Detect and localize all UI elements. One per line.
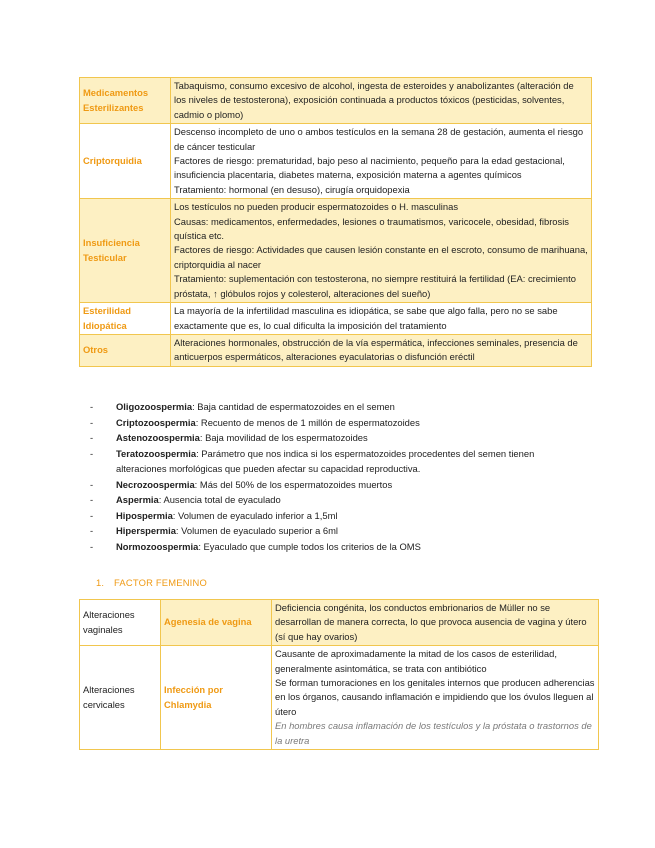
term-definition: Volumen de eyaculado superior a 6ml: [181, 525, 339, 536]
section-title: FACTOR FEMENINO: [114, 577, 207, 588]
list-item: - Hiperspermia: Volumen de eyaculado superior a 6ml: [90, 523, 560, 539]
term: Normozoospermia: [116, 540, 199, 552]
row-label: Medicamentos Esterilizantes: [80, 78, 171, 124]
row-description: Tabaquismo, consumo excesivo de alcohol, ingesta de esteroides y anabolizantes (alteración de los niveles de testosterona), exposición continuada a productos tóxicos (pesticidas, solventes, cadmio o plomo): [171, 78, 592, 124]
list-item: - Hipospermia: Volumen de eyaculado inferior a 1,5ml: [90, 508, 560, 524]
term-definition: Más del 50% de los espermatozoides muertos: [199, 478, 393, 490]
row-label: Infección por Chlamydia: [161, 646, 272, 750]
row-description: Causante de aproximadamente la mitad de los casos de esterilidad, generalmente asintomática, se trata con antibiótico Se forman tumoraciones en los genitales internos que producen adherencias en los órganos, causando inflamación e impidiendo que los óvulos lleguen al útero En hombres causa inflamación de los testículos y la próstata o trastornos de la uretra: [272, 646, 599, 750]
row-description: La mayoría de la infertilidad masculina es idiopática, se sabe que algo falla, pero no se sabe exactamente que es, lo cual dificulta la imposición del tratamiento: [171, 303, 592, 335]
row-label: Criptorquidia: [80, 124, 171, 199]
male-factors-table: [79, 77, 592, 367]
bullet-dash: -: [90, 540, 94, 552]
table-row: [80, 334, 592, 366]
note-text: En hombres causa inflamación de los testículos y la próstata o trastornos de la uretra: [275, 720, 592, 746]
term: Aspermia: [116, 494, 159, 505]
list-item: - Normozoospermia: Eyaculado que cumple todos los criterios de la OMS: [90, 539, 560, 555]
section-number: 1.: [96, 577, 105, 588]
term-definition: Parámetro que nos indica si los espermatozoides procedentes del semen tienen alteraciones morfológicas que pueden afectar su capacidad reproductiva.: [116, 447, 535, 474]
bullet-dash: -: [90, 432, 94, 443]
list-item: - Necrozoospermia: Más del 50% de los espermatozoides muertos: [90, 477, 560, 493]
bullet-dash: -: [90, 447, 94, 459]
term: Astenozoospermia: [116, 432, 200, 443]
row-label: Agenesia de vagina: [161, 600, 272, 646]
row-category: Alteraciones vaginales: [80, 600, 161, 646]
female-factors-table: [79, 599, 599, 750]
table-row: [80, 78, 592, 124]
table-row: [80, 600, 599, 646]
bullet-dash: -: [90, 416, 94, 428]
row-description: Deficiencia congénita, los conductos embrionarios de Müller no se desarrollan de manera correcta, lo que provoca ausencia de vagina y útero (sí que hay ovarios): [272, 600, 599, 646]
row-category: Alteraciones cervicales: [80, 646, 161, 750]
row-label: Otros: [80, 334, 171, 366]
section-heading: [96, 577, 207, 588]
term-definition: Eyaculado que cumple todos los criterios de la OMS: [203, 540, 421, 552]
row-description: Alteraciones hormonales, obstrucción de la vía espermática, infecciones seminales, presencia de anticuerpos espermáticos, alteraciones eyaculatorias o disfunción eréctil: [171, 334, 592, 366]
term: Necrozoospermia: [116, 478, 195, 490]
table-row: [80, 646, 599, 750]
term-definition: Baja cantidad de espermatozoides en el semen: [197, 401, 395, 412]
row-label: Insuficiencia Testicular: [80, 199, 171, 303]
list-item: - Teratozoospermia: Parámetro que nos indica si los espermatozoides procedentes del semen tienen alteraciones morfológicas que pueden afectar su capacidad reproductiva.: [90, 447, 535, 474]
bullet-dash: -: [90, 509, 94, 521]
term-definition: Volumen de eyaculado inferior a 1,5ml: [178, 509, 338, 521]
term-definition: Baja movilidad de los espermatozoides: [205, 432, 368, 443]
table-row: [80, 303, 592, 335]
table-row: [80, 124, 592, 199]
terms-list: [90, 399, 560, 554]
bullet-dash: -: [90, 401, 94, 412]
term-definition: Recuento de menos de 1 millón de espermatozoides: [200, 416, 420, 428]
table-row: [80, 199, 592, 303]
row-label: Esterilidad Idiopática: [80, 303, 171, 335]
term: Hipospermia: [116, 509, 173, 521]
list-item: - Criptozoospermia: Recuento de menos de 1 millón de espermatozoides: [90, 415, 560, 431]
term: Oligozoospermia: [116, 401, 193, 412]
term: Criptozoospermia: [116, 416, 196, 428]
term-definition: Ausencia total de eyaculado: [163, 494, 281, 505]
list-item: - Aspermia: Ausencia total de eyaculado: [90, 492, 560, 508]
bullet-dash: -: [90, 478, 94, 490]
list-item: - Astenozoospermia: Baja movilidad de los espermatozoides: [90, 430, 560, 446]
bullet-dash: -: [90, 494, 94, 505]
term: Hiperspermia: [116, 525, 176, 536]
bullet-dash: -: [90, 525, 94, 536]
list-item: - Oligozoospermia: Baja cantidad de espermatozoides en el semen: [90, 399, 560, 415]
row-description: Los testículos no pueden producir espermatozoides o H. masculinas Causas: medicamentos, enfermedades, lesiones o traumatismos, varicocele, obesidad, fibrosis quística etc. Factores de riesgo: Actividades que causen lesión constante en el escroto, consumo de marihuana, criptorquidia al nacer Tratamiento: suplementación con testosterona, no siempre restituirá la fertilidad (EA: crecimiento próstata, ↑ glóbulos rojos y colesterol, alteraciones del sueño): [171, 199, 592, 303]
row-description: Descenso incompleto de uno o ambos testículos en la semana 28 de gestación, aumenta el riesgo de cáncer testicular Factores de riesgo: prematuridad, bajo peso al nacimiento, pequeño para la edad gestacional, insuficiencia placentaria, diabetes materna, exposición materna a agentes químicos Tratamiento: hormonal (en desuso), cirugía orquidopexia: [171, 124, 592, 199]
term: Teratozoospermia: [116, 447, 197, 459]
